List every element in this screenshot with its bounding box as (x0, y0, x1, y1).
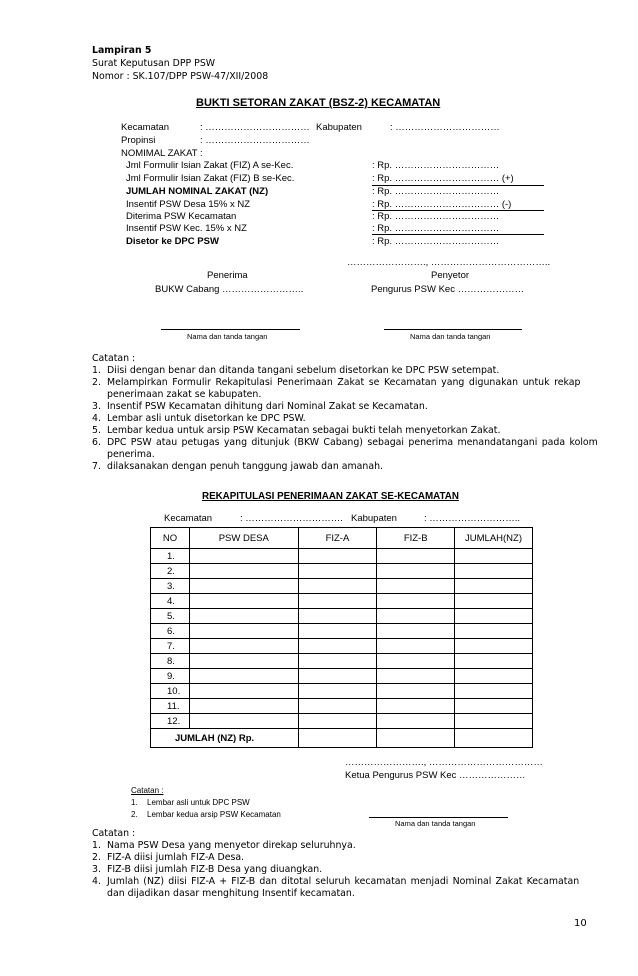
rekap-kecamatan-label: Kecamatan (164, 513, 213, 524)
catatan-text: Melampirkan Formulir Rekapitulasi Penerimaan Zakat se Kecamatan yang digunakan untuk rekap (107, 377, 581, 388)
surat-label: Surat Keputusan DPP PSW (92, 58, 216, 69)
bukti-row-value: : Rp. …………………………… (-) (372, 199, 512, 210)
rekap-kabupaten-value: : ……………………….. (424, 513, 521, 524)
catatan-num: 1. (92, 840, 101, 851)
bukti-row-value: : Rp. …………………………… (+) (372, 173, 514, 184)
catatan-num: 1. (92, 365, 101, 376)
catatan-text: Nama PSW Desa yang menyetor direkap seluruhnya. (107, 840, 356, 851)
table-row (151, 624, 533, 639)
nomor-label: Nomor : SK.107/DPP PSW-47/XII/2008 (92, 71, 269, 82)
bukti-row-value: : Rp. …………………………… (372, 236, 500, 247)
catatan-text: penerimaan zakat se kabupaten. (107, 389, 262, 400)
catatan-text: dilaksanakan dengan penuh tanggung jawab dan amanah. (107, 461, 384, 472)
bukti-row-label: Jml Formulir Isian Zakat (FIZ) B se-Kec. (126, 173, 295, 184)
sign-caption-right: Nama dan tanda tangan (410, 332, 491, 341)
catatan-text: FIZ-B diisi jumlah FIZ-B Desa yang diuangkan. (107, 864, 323, 875)
catatan-num: 3. (92, 864, 101, 875)
bukti-row-label: JUMLAH NOMINAL ZAKAT (NZ) (126, 186, 269, 197)
bukti-kabupaten-value: : …………………………… (390, 122, 500, 133)
table-row (151, 609, 533, 624)
row-number: 7. (151, 639, 190, 654)
row-number: 10. (151, 684, 190, 699)
table-row (151, 639, 533, 654)
catatan-text: Lembar kedua untuk arsip PSW Kecamatan sebagai bukti telah menyetorkan Zakat. (107, 425, 501, 436)
bukti-kecamatan-value: : …………………………… (200, 122, 310, 133)
rekap-title: REKAPITULASI PENERIMAAN ZAKAT SE-KECAMATAN (202, 491, 459, 502)
signature-line-left (161, 329, 300, 330)
rekap-date-line: ……………………., ……………………………… (345, 757, 543, 768)
rekap-kabupaten-label: Kabupaten (351, 513, 397, 524)
penyetor-label: Penyetor (431, 270, 470, 281)
ketua-label: Ketua Pengurus PSW Kec ………………… (345, 770, 526, 781)
catatan-num: 4. (92, 876, 101, 887)
table-row (151, 549, 533, 564)
table-row (151, 699, 533, 714)
catatan-text: Diisi dengan benar dan ditanda tangani sebelum disetorkan ke DPC PSW setempat. (107, 365, 500, 376)
catatan-num: 5. (92, 425, 101, 436)
bukti-row-label: Insentif PSW Kec. 15% x NZ (126, 223, 247, 234)
small-catatan-num: 2. (131, 810, 138, 819)
column-header-fiz-a: FIZ-A (298, 528, 377, 549)
catatan-text: dan dijadikan dasar menghitung Insentif kecamatan. (107, 888, 355, 899)
row-number: 5. (151, 609, 190, 624)
small-catatan-text: Lembar kedua arsip PSW Kecamatan (147, 810, 281, 819)
penyetor-sub: Pengurus PSW Kec ………………… (371, 284, 525, 295)
catatan-text: Insentif PSW Kecamatan dihitung dari Nominal Zakat se Kecamatan. (107, 401, 428, 412)
bukti-kecamatan-label: Kecamatan (121, 122, 170, 133)
penerima-label: Penerima (207, 270, 248, 281)
column-header-no: NO (151, 528, 190, 549)
catatan-text: DPC PSW atau petugas yang ditunjuk (BKW Cabang) sebagai penerima menandatangani pada kolom (107, 437, 598, 448)
table-row (151, 579, 533, 594)
table-row (151, 669, 533, 684)
total-label: JUMLAH (NZ) Rp. (151, 729, 299, 748)
bukti-propinsi-value: : …………………………… (200, 135, 310, 146)
catatan-num: 2. (92, 852, 101, 863)
small-catatan-text: Lembar asli untuk DPC PSW (147, 798, 250, 807)
final-line (372, 234, 544, 235)
small-catatan-title: Catatan : (131, 786, 164, 795)
row-number: 6. (151, 624, 190, 639)
row-number: 11. (151, 699, 190, 714)
rekap-table (150, 527, 533, 748)
bukti-row-value: : Rp. …………………………… (372, 223, 500, 234)
catatan-num: 2. (92, 377, 101, 388)
page-number: 10 (574, 918, 587, 929)
row-number: 1. (151, 549, 190, 564)
catatan-num: 4. (92, 413, 101, 424)
table-row (151, 564, 533, 579)
column-header-fiz-b: FIZ-B (377, 528, 455, 549)
penerima-sub: BUKW Cabang …………………….. (155, 284, 304, 295)
table-row (151, 684, 533, 699)
row-number: 3. (151, 579, 190, 594)
catatan-num: 3. (92, 401, 101, 412)
lampiran-label: Lampiran 5 (92, 45, 152, 56)
catatan-text: Jumlah (NZ) diisi FIZ-A + FIZ-B dan ditotal seluruh kecamatan menjadi Nominal Zakat Kecamatan (107, 876, 580, 887)
row-number: 2. (151, 564, 190, 579)
bukti-row-value: : Rp. …………………………… (372, 160, 500, 171)
catatan-num: 6. (92, 437, 101, 448)
nominal-zakat-label: NOMIMAL ZAKAT : (121, 148, 203, 159)
small-catatan-num: 1. (131, 798, 138, 807)
sign-caption-ketua: Nama dan tanda tangan (395, 819, 476, 828)
bukti-row-value: : Rp. …………………………… (372, 186, 500, 197)
bukti-date-line: ……………………., ……………………………….. (347, 257, 551, 268)
table-total-row (151, 729, 533, 748)
column-header-psw-desa: PSW DESA (189, 528, 298, 549)
table-header-row (151, 528, 533, 549)
catatan-text: penerima. (107, 449, 155, 460)
catatan-text: Lembar asli untuk disetorkan ke DPC PSW. (107, 413, 306, 424)
bukti-row-label: Diterima PSW Kecamatan (126, 211, 237, 222)
row-number: 8. (151, 654, 190, 669)
catatan-title: Catatan : (92, 828, 136, 839)
column-header-jumlah: JUMLAH(NZ) (455, 528, 533, 549)
catatan-title: Catatan : (92, 353, 136, 364)
table-row (151, 714, 533, 729)
table-row (151, 594, 533, 609)
rekap-kecamatan-value: : …………………………. (240, 513, 343, 524)
bukti-row-label: Disetor ke DPC PSW (126, 236, 219, 247)
row-number: 4. (151, 594, 190, 609)
bukti-row-value: : Rp. …………………………… (372, 211, 500, 222)
table-row (151, 654, 533, 669)
signature-line-ketua (369, 817, 508, 818)
bukti-kabupaten-label: Kabupaten (316, 122, 362, 133)
catatan-text: FIZ-A diisi jumlah FIZ-A Desa. (107, 852, 245, 863)
bukti-row-label: Jml Formulir Isian Zakat (FIZ) A se-Kec. (126, 160, 294, 171)
row-number: 9. (151, 669, 190, 684)
signature-line-right (384, 329, 522, 330)
sign-caption-left: Nama dan tanda tangan (187, 332, 268, 341)
bukti-propinsi-label: Propinsi (121, 135, 156, 146)
bukti-row-label: Insentif PSW Desa 15% x NZ (126, 199, 251, 210)
catatan-num: 7. (92, 461, 101, 472)
row-number: 12. (151, 714, 190, 729)
bukti-title: BUKTI SETORAN ZAKAT (BSZ-2) KECAMATAN (196, 97, 441, 109)
